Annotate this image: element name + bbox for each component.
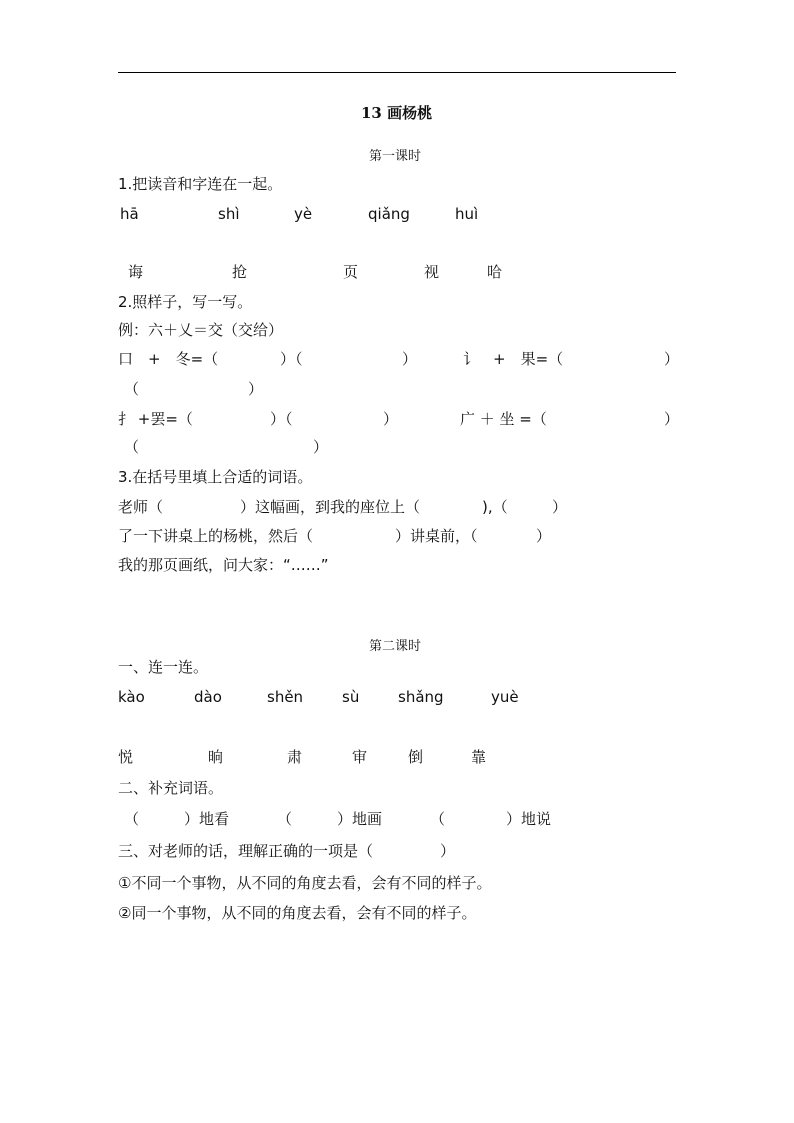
q3-line1-part: ）	[552, 498, 568, 516]
char-item: 肃	[287, 748, 303, 766]
header-rule	[118, 72, 676, 73]
q2-prompt: 2.照样子，写一写。	[118, 293, 253, 311]
q2-row2-part: ）（	[270, 410, 293, 428]
q2-row2-part: ）	[664, 410, 680, 428]
fill-item: （	[124, 810, 140, 828]
char-item: 靠	[471, 748, 487, 766]
q3-line2-part: ）	[536, 527, 552, 545]
fill-item: （	[277, 810, 293, 828]
q3-line2-part: ）讲桌前，（	[395, 527, 478, 545]
q2-row1-part: ）	[402, 350, 418, 368]
fill-item: ）地说	[506, 810, 552, 828]
q2-row1-part: 口 + 冬=（	[118, 350, 219, 368]
char-item: 视	[424, 263, 440, 281]
q2-row1-part: （	[124, 380, 140, 398]
q3-prompt: 3.在括号里填上合适的词语。	[118, 468, 313, 486]
pinyin-item: shǎng	[398, 688, 444, 706]
page-title: 13 画杨桃	[361, 104, 433, 122]
q2-row1-part: ）	[248, 380, 264, 398]
lesson2-q1-prompt: 一、连一连。	[118, 658, 209, 676]
pinyin-item: shěn	[267, 688, 304, 706]
char-item: 晌	[208, 748, 224, 766]
pinyin-item: qiǎng	[368, 205, 410, 223]
char-item: 哈	[487, 263, 503, 281]
pinyin-item: sù	[342, 688, 360, 706]
pinyin-item: yè	[294, 205, 313, 223]
lesson2-q2-prompt: 二、补充词语。	[118, 779, 224, 797]
char-item: 抢	[232, 263, 248, 281]
char-item: 页	[343, 263, 359, 281]
option-item: ②同一个事物，从不同的角度去看，会有不同的样子。	[118, 904, 477, 922]
q2-row2-part: ）	[383, 410, 399, 428]
q2-row2-part: 广 ＋ 坐 =（	[460, 410, 547, 428]
q2-example: 例：六＋乂＝交（交给）	[118, 321, 284, 339]
lesson2-q3-prompt-end: ）	[440, 842, 456, 860]
q2-row1-part: ）	[664, 350, 680, 368]
char-item: 审	[352, 748, 368, 766]
pinyin-item: yuè	[491, 688, 519, 706]
char-item: 悦	[118, 748, 134, 766]
q2-row1-part: ）（	[280, 350, 303, 368]
option-item: ①不同一个事物，从不同的角度去看，会有不同的样子。	[118, 874, 492, 892]
lesson1-heading: 第一课时	[369, 149, 422, 164]
q1-prompt: 1.把读音和字连在一起。	[118, 175, 283, 193]
pinyin-item: hā	[120, 205, 139, 223]
q3-line3: 我的那页画纸，问大家：“……”	[118, 556, 329, 574]
char-item: 诲	[128, 263, 144, 281]
pinyin-item: shì	[218, 205, 240, 223]
fill-item: ）地看	[184, 810, 230, 828]
pinyin-item: kào	[118, 688, 145, 706]
lesson2-heading: 第二课时	[369, 639, 422, 654]
lesson2-q3-prompt: 三、对老师的话，理解正确的一项是（	[118, 842, 374, 860]
q2-row2-part: ）	[313, 438, 329, 456]
q3-line1-part: ),（	[482, 498, 508, 516]
q2-row2-part: 扌 +罢=（	[118, 410, 193, 428]
fill-item: （	[430, 810, 446, 828]
q3-line1-part: 老师（	[118, 498, 164, 516]
q2-row1-part: 讠 + 果=（	[463, 350, 564, 368]
char-item: 倒	[408, 748, 424, 766]
pinyin-item: huì	[455, 205, 479, 223]
q3-line2-part: 了一下讲桌上的杨桃，然后（	[118, 527, 314, 545]
q3-line1-part: ）这幅画，到我的座位上（	[240, 498, 421, 516]
pinyin-item: dào	[194, 688, 222, 706]
fill-item: ）地画	[337, 810, 383, 828]
q2-row2-part: （	[124, 438, 140, 456]
